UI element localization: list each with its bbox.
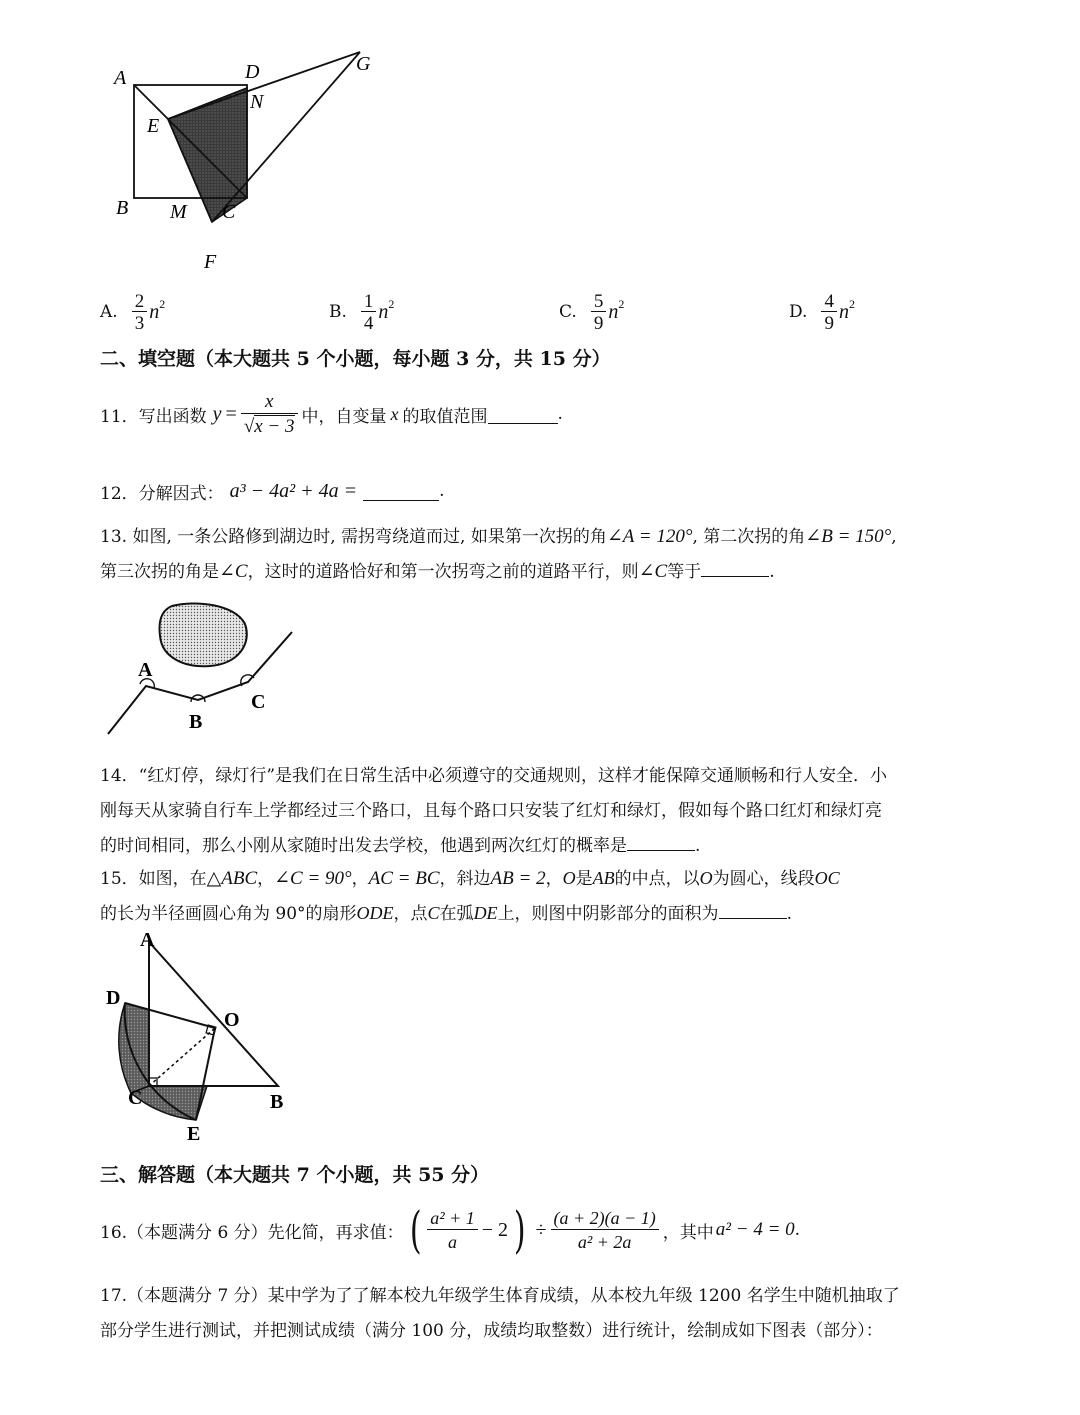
q16-f2-den: a² + 2a [551,1229,659,1253]
q13-line2a: 第三次拐的角是 [100,562,219,582]
q16-fraction-1 [427,1208,478,1253]
right-paren-icon: ) [513,1201,526,1259]
q15-o2: O [699,868,713,888]
q11-den-wrap [241,413,298,438]
section-2-title: 二、填空题（本大题共 5 个小题，每小题 3 分，共 15 分） [100,348,611,370]
question-13-line-2 [100,557,775,583]
q15-center: 为圆心，线段 [712,869,815,889]
lake-shape [160,603,247,666]
option-d-label: D. [789,301,808,322]
label-O: O [224,1009,240,1031]
option-b-den: 4 [361,311,377,333]
q13-angle-a: ∠A = 120° [606,526,693,547]
question-16 [100,1198,800,1262]
q16-divide: ÷ [535,1218,547,1241]
option-c-num: 5 [593,290,604,312]
q13-line2b: ，这时的道路恰好和第一次拐弯之前的道路平行，则 [247,562,639,582]
option-a [100,288,165,336]
label-C: C [128,1087,143,1109]
q16-f1-num: a² + 1 [430,1207,475,1228]
label-E: E [187,1123,201,1145]
q16-condition: a² − 4 = 0 [715,1219,795,1240]
q16-fraction-2 [551,1208,659,1253]
label-F: F [204,251,217,273]
q12-expr: a³ − 4a² + 4a = [229,479,358,502]
label-G: G [356,53,371,75]
q15-mid: 的中点，以 [614,869,700,889]
question-13-line-1 [100,522,897,548]
q12-answer-blank[interactable] [363,482,439,501]
label-B: B [189,711,203,733]
label-B: B [116,197,129,219]
option-d-var: n [838,301,849,323]
q16-prefix: 16.（本题满分 6 分）先化简，再求值： [100,1222,404,1243]
q15-eq: AC = BC [368,868,440,889]
q11-prefix: 11．写出函数 [100,406,207,427]
label-D: D [106,987,121,1009]
q14-line3: 的时间相同，那么小刚从家随时出发去学校，他遇到两次红灯的概率是 [100,836,627,856]
section-3-title: 三、解答题（本大题共 7 个小题，共 55 分） [100,1164,490,1186]
q15-c4: ， [545,869,563,889]
question-12 [100,478,445,504]
q13-angle-c-2: ∠C [638,561,668,582]
option-b-num: 1 [363,290,374,312]
option-a-label: A. [100,301,118,322]
option-a-exp: 2 [159,297,166,311]
q15-c3: ，斜边 [439,869,491,889]
q13-end: . [769,562,775,582]
option-a-var: n [149,301,160,323]
q15-figure [100,928,300,1148]
q14-answer-blank[interactable] [627,832,695,851]
question-11 [100,388,563,440]
q15-line2c: 在弧 [439,904,474,924]
option-b-var: n [378,301,389,323]
option-a-fraction [132,292,148,333]
question-14-line-1: 14．“红灯停，绿灯行”是我们在日常生活中必须遵守的交通规则，这样才能保障交通顺畅和行人安全．小 [100,766,888,786]
q13-figure [100,596,310,741]
q13-answer-blank[interactable] [701,558,769,577]
q15-line1a: 15．如图，在 [100,869,207,889]
q15-c: C [427,903,440,923]
q12-end: . [439,481,445,501]
label-A: A [138,659,153,681]
q15-o1: O [562,868,576,888]
option-a-den: 3 [132,311,148,333]
q16-minus-2: − 2 [481,1218,509,1241]
label-A: A [114,67,127,89]
question-14-line-3 [100,831,700,856]
q15-line2b: ，点 [393,904,428,924]
q11-num: x [264,390,274,412]
q13-angle-b: ∠B = 150° [805,526,892,547]
q15-ab2: AB [592,868,615,888]
question-17-line-1: 17.（本题满分 7 分）某中学为了了解本校九年级学生体育成绩，从本校九年级 1200 名学生中随机抽取了 [100,1286,900,1306]
q15-triangle: △ABC [206,868,258,889]
q13-line1c: , [891,527,897,547]
option-b [329,288,394,336]
option-c [559,288,624,336]
q15-ode: ODE [356,903,394,923]
q11-end: . [557,404,563,424]
q15-end: . [786,904,792,924]
label-A: A [140,929,155,951]
q15-de: DE [473,903,498,923]
option-c-exp: 2 [618,297,625,311]
q11-den: x − 3 [254,415,295,437]
shaded-region-left [119,1003,149,1093]
question-14-line-2: 刚每天从家骑自行车上学都经过三个路口，且每个路口只安装了红灯和绿灯，假如每个路口红灯和绿灯亮 [100,801,882,821]
q11-x: x [390,403,399,424]
q16-f1-den: a [427,1229,478,1253]
q13-line1b: , 第二次拐的角 [692,527,806,547]
q11-answer-blank[interactable] [488,405,558,424]
q14-end: . [695,836,701,856]
q13-angle-c: ∠C [219,561,248,582]
option-c-label: C. [559,301,577,322]
label-M: M [170,201,187,223]
q13-line1a: 13. 如图, 一条公路修到湖边时, 需拐弯绕道而过, 如果第一次拐的角 [100,527,607,547]
q16-f2-num: (a + 2)(a − 1) [553,1207,656,1228]
q15-c2: ， [351,869,369,889]
q15-line2d: 上，则图中阴影部分的面积为 [497,904,719,924]
q11-y: y [212,402,222,425]
label-C: C [251,691,266,713]
q15-angle: ∠C = 90° [274,868,352,889]
q10-figure [100,40,400,280]
option-d-num: 4 [824,290,834,312]
question-15-line-1 [100,864,840,890]
q11-suffix: 的取值范围 [402,406,488,427]
label-N: N [250,91,264,113]
q15-is: 是 [575,869,593,889]
q11-eq: = [225,402,237,425]
label-B: B [270,1091,284,1113]
q15-c1: ， [257,869,275,889]
option-a-num: 2 [134,290,145,312]
q15-oc: OC [814,868,840,888]
option-b-fraction [361,292,377,333]
label-E: E [147,115,160,137]
q12-prefix: 12．分解因式： [100,483,224,504]
option-c-den: 9 [591,311,607,333]
q15-answer-blank[interactable] [719,900,787,919]
option-d [789,288,855,336]
option-b-label: B. [329,301,347,322]
question-15-line-2 [100,899,792,924]
option-d-fraction [821,292,837,333]
option-d-den: 9 [821,311,837,333]
q11-fraction [241,391,298,438]
sqrt-icon: √ [243,415,255,437]
option-b-exp: 2 [388,297,395,311]
question-17-line-2: 部分学生进行测试，并把测试成绩（满分 100 分，成绩均取整数）进行统计，绘制成如下图表（部分）： [100,1321,883,1341]
q15-ab: AB = 2 [490,868,546,889]
label-C: C [222,201,236,223]
q16-where: ，其中 [662,1222,714,1243]
q11-mid: 中，自变量 [301,406,387,427]
label-D: D [245,61,260,83]
left-paren-icon: ( [409,1201,422,1259]
q15-line2a: 的长为半径画圆心角为 90°的扇形 [100,904,357,924]
q16-end: . [794,1220,801,1240]
q13-line2c: 等于 [667,562,702,582]
option-c-var: n [608,301,619,323]
triangle-abc [149,942,278,1086]
option-d-exp: 2 [848,297,855,311]
option-c-fraction [591,292,607,333]
